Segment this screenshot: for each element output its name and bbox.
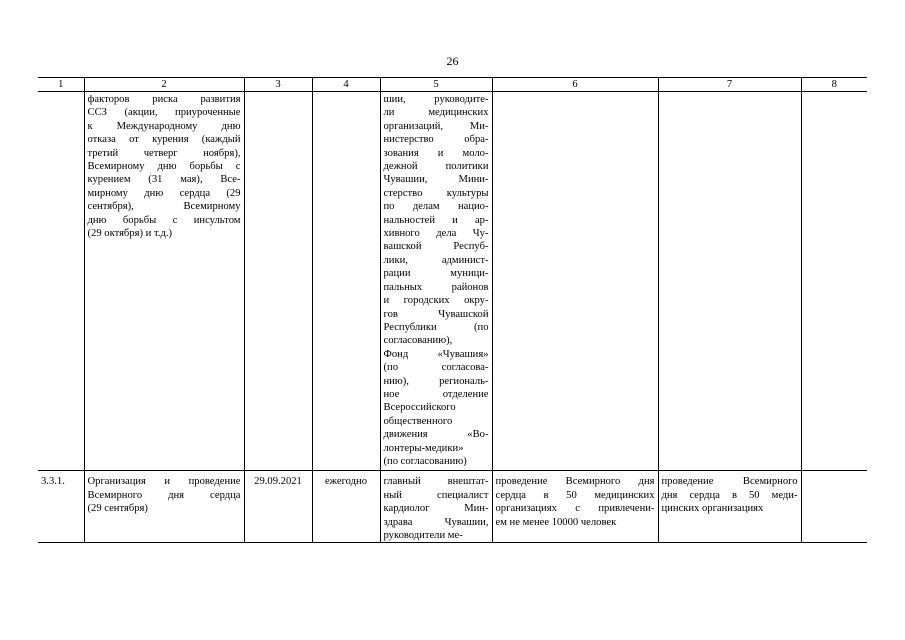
text-line: и городских окру- (383, 295, 489, 307)
note-cell (801, 471, 867, 543)
result-cell (492, 471, 658, 543)
text-line: Республики (по (383, 321, 489, 333)
column-header: 1 (38, 78, 84, 92)
indicator-cell (658, 471, 801, 543)
text-line: Организация и проведение (87, 476, 241, 488)
text-line: сердца в 50 медицинских (495, 489, 655, 501)
column-header: 2 (84, 78, 244, 92)
text-line: нистерство обра- (383, 134, 489, 146)
event-cell (84, 471, 244, 543)
text-line: ем не менее 10000 человек (495, 516, 617, 528)
text-line: мирному дню сердца (29 (87, 187, 241, 199)
executors-cell (380, 471, 492, 543)
text-line: дня сердца в 50 меди- (661, 489, 798, 501)
text-line: Всемирному дню борьбы с (87, 161, 241, 173)
text-line: стерство культуры (383, 187, 489, 199)
column-header: 8 (801, 78, 867, 92)
text-line: кардиолог Мин- (383, 503, 489, 515)
page-number: 26 (446, 54, 459, 68)
text-line: здрава Чувашии, (383, 516, 489, 528)
text-line: проведение Всемирного (661, 476, 798, 488)
text-line: (по согласованию) (383, 455, 467, 467)
text-line: дню борьбы с инсультом (87, 214, 241, 226)
text-line: нию), региональ- (383, 375, 489, 387)
result-cell (492, 92, 658, 471)
text-line: согласованию), (383, 335, 453, 347)
event-cell (84, 92, 244, 471)
text-line: факторов риска развития (87, 94, 241, 105)
column-header: 7 (658, 78, 801, 92)
text-line: ный специалист (383, 489, 489, 501)
text-line: третий четверг ноября), (87, 147, 241, 159)
column-header: 3 (244, 78, 312, 92)
text-line: рации муници- (383, 268, 489, 280)
date-cell: 29.09.2021 (244, 471, 312, 543)
text-line: сентября), Всемирному (87, 201, 241, 213)
text-line: ное отделение (383, 388, 489, 400)
text-line: зования и моло- (383, 147, 489, 159)
text-line: (29 октября) и т.д.) (87, 228, 173, 240)
text-line: нальностей и ар- (383, 214, 489, 226)
text-line: ССЗ (акции, приуроченные (87, 107, 241, 119)
column-header-row (38, 78, 867, 92)
text-line: движения «Во- (383, 429, 489, 441)
text-line: по делам нацио- (383, 201, 489, 213)
text-line: лики, админист- (383, 254, 489, 266)
text-line: к Международному дню (87, 120, 241, 132)
text-line: цинских организациях (661, 503, 764, 515)
text-line: дежной политики (383, 161, 489, 173)
text-line: Чувашии, Мини- (383, 174, 489, 186)
text-line: гов Чувашской (383, 308, 489, 320)
text-line: лонтеры-медики» (383, 442, 464, 454)
column-header: 4 (312, 78, 380, 92)
text-line: руководители ме- (383, 530, 463, 541)
text-line: общественного (383, 415, 453, 427)
table-row (38, 471, 867, 543)
text-line: Всероссийского (383, 402, 456, 414)
text-line: проведение Всемирного дня (495, 476, 655, 488)
period-cell: ежегодно (312, 471, 380, 543)
text-line: шии, руководите- (383, 94, 489, 105)
text-line: (29 сентября) (87, 503, 148, 515)
text-line: (по согласова- (383, 362, 489, 374)
text-line: организаций, Ми- (383, 120, 489, 132)
text-line: пальных районов (383, 281, 489, 293)
column-header: 6 (492, 78, 658, 92)
item-number-cell (38, 92, 84, 471)
text-line: вашской Респуб- (383, 241, 489, 253)
text-line: Фонд «Чувашия» (383, 348, 489, 360)
indicator-cell (658, 92, 801, 471)
note-cell (801, 92, 867, 471)
text-line: ли медицинских (383, 107, 489, 119)
executors-cell (380, 92, 492, 471)
date-cell (244, 92, 312, 471)
text-line: организациях с привлечени- (495, 503, 655, 515)
text-line: отказа от курения (каждый (87, 134, 241, 146)
period-cell (312, 92, 380, 471)
text-line: главный внештат- (383, 476, 489, 488)
table-row (38, 92, 867, 471)
item-number-cell: 3.3.1. (38, 471, 84, 543)
text-line: курением (31 мая), Все- (87, 174, 241, 186)
plan-table (38, 77, 867, 543)
text-line: хивного дела Чу- (383, 228, 489, 240)
column-header: 5 (380, 78, 492, 92)
text-line: Всемирного дня сердца (87, 489, 241, 501)
